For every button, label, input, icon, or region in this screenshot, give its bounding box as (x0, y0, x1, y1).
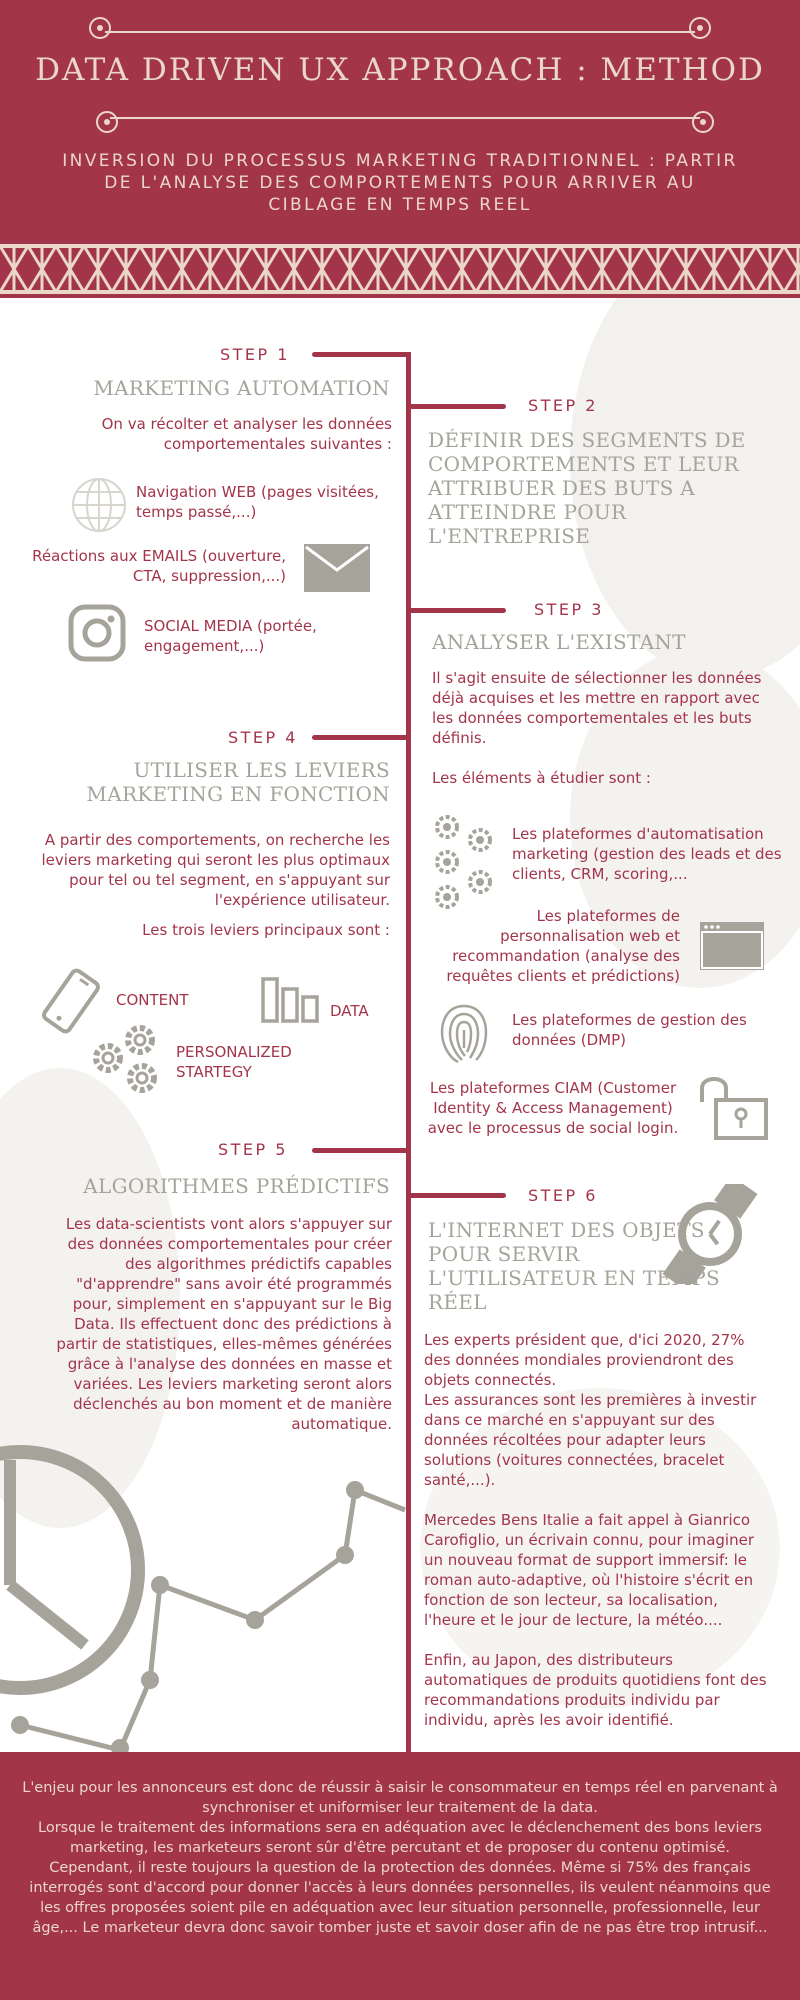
step-1-item-email: Réactions aux EMAILS (ouverture, CTA, suppression,...) (32, 547, 286, 585)
step-6-p2: Les assurances sont les premières à investir dans ce marché en s'appuyant sur des données récoltées pour adapter leurs solutions (voitures connectées, bracelet santé,...). (424, 1391, 757, 1489)
step-3-item-automation: Les plateformes d'automatisation marketing (gestion des leads et des clients, CRM, scoring,... (512, 825, 782, 883)
step-4-intro: A partir des comportements, on recherche les leviers marketing qui seront les plus optimaux pour tel ou tel segment, en s'appuyant sur l'expérience utilisateur. (41, 831, 390, 909)
step-2-title: DÉFINIR DES SEGMENTS DE COMPORTEMENTS ET LEUR ATTRIBUER DES BUTS A ATTEINDRE POUR L'ENTREPRISE (428, 428, 746, 548)
footer-p2: Lorsque le traitement des informations sera en adéquation avec le déclenchement des bons leviers marketing, les marketeurs seront sûr d'être percutant et de proposer du contenu optimisé. (38, 1820, 762, 1856)
branch-step-6 (406, 1193, 506, 1198)
page-subtitle: INVERSION DU PROCESSUS MARKETING TRADITIONNEL : PARTIR DE L'ANALYSE DES COMPORTEMENTS POUR ARRIVER AU CIBLAGE EN TEMPS REEL (62, 151, 738, 215)
step-6-p4: Enfin, au Japon, des distributeurs automatiques de produits quotidiens font des recommandations produits individu par individu, après les avoir identifié. (424, 1651, 767, 1729)
step-1-intro: On va récolter et analyser les données comportementales suivantes : (101, 415, 392, 453)
step-5-title: ALGORITHMES PRÉDICTIFS (83, 1174, 390, 1198)
branch-step-5 (312, 1148, 411, 1153)
step-2-label: STEP 2 (528, 396, 598, 415)
bar-chart-icon (260, 976, 320, 1024)
fingerprint-icon (438, 1000, 490, 1064)
gears-icon (432, 812, 496, 912)
header-banner (0, 0, 800, 240)
lever-personalized: PERSONALIZED STARTEGY (176, 1043, 292, 1081)
step-5-body: Les data-scientists vont alors s'appuyer sur des données comportementales pour créer des algorithmes prédictifs capables "d'apprendre" sans avoir été programmés pour, simplement en s'appuyant sur le Big Data. Ils effectuent donc des prédictions à partir de statistiques, elles-mêmes générées grâce à l'analyse des données en masse et variées. Les leviers marketing seront alors déclenchés au bon moment et de manière automatique. (56, 1215, 392, 1433)
ornament-bottom-icon (90, 106, 720, 136)
clock-network-decoration (0, 1420, 410, 1752)
padlock-icon (694, 1070, 768, 1140)
step-4-list-intro: Les trois leviers principaux sont : (142, 921, 390, 939)
lever-content: CONTENT (116, 991, 189, 1009)
step-6-title: L'INTERNET DES OBJETS POUR SERVIR L'UTILISATEUR EN TEMPS RÉEL (428, 1218, 720, 1314)
browser-window-icon (700, 922, 764, 970)
step-4-label: STEP 4 (228, 728, 298, 747)
step-1-item-social: SOCIAL MEDIA (portée, engagement,...) (144, 617, 317, 655)
step-6-p3: Mercedes Bens Italie a fait appel à Gianrico Carofiglio, un écrivain connu, pour imaginer un nouveau format de support immersif: le roman auto-adaptive, où l'histoire s'écrit en fonction de son lecteur, sa localisation, l'heure et le jour de lecture, la météo.... (424, 1511, 754, 1629)
step-6-p1: Les experts président que, d'ici 2020, 27% des données mondiales proviendront des objets connectés. (424, 1331, 745, 1389)
step-1-label: STEP 1 (220, 345, 290, 364)
step-3-title: ANALYSER L'EXISTANT (432, 630, 686, 654)
step-3-label: STEP 3 (534, 600, 604, 619)
branch-step-2 (406, 404, 506, 409)
lever-data: DATA (330, 1002, 369, 1020)
step-3-item-dmp: Les plateformes de gestion des données (DMP) (512, 1011, 747, 1049)
step-3-item-ciam: Les plateformes CIAM (Customer Identity & Access Management) avec le processus de social login. (427, 1079, 679, 1137)
page-title: DATA DRIVEN UX APPROACH : METHOD (35, 52, 765, 88)
timeline-line (406, 352, 411, 1752)
footer-p1: L'enjeu pour les annonceurs est donc de réussir à saisir le consommateur en temps réel en parvenant à synchroniser et uniformiser leur traitement de la data. (22, 1780, 778, 1816)
step-6-label: STEP 6 (528, 1186, 598, 1205)
envelope-icon (304, 544, 370, 592)
globe-icon (70, 476, 128, 534)
step-1-title: MARKETING AUTOMATION (93, 376, 390, 400)
step-3-intro: Il s'agit ensuite de sélectionner les données déjà acquises et les mettre en rapport avec les données comportementales et les buts définis. (432, 669, 762, 747)
footer-p3: Cependant, il reste toujours la question de la protection des données. Même si 75% des français interrogés sont d'accord pour donner l'accès à leurs données personnelles, ils veulent néanmoins que les offres proposées soient pile en adéquation avec leur situation personnelle, professionnelle, leur âge,... Le marketeur devra donc savoir tomber juste et savoir doser afin de ne pas être trop intrusif... (29, 1860, 771, 1936)
instagram-icon (68, 604, 126, 662)
gears-cluster-icon (90, 1022, 164, 1098)
footer-text (22, 1778, 778, 1938)
step-4-title: UTILISER LES LEVIERS MARKETING EN FONCTION (86, 758, 390, 806)
lattice-border (0, 240, 800, 298)
step-3-item-personalization: Les plateformes de personnalisation web et recommandation (analyse des requêtes clients et prédictions) (446, 907, 680, 985)
branch-step-4 (312, 735, 411, 740)
branch-step-1 (312, 352, 411, 357)
step-1-item-web: Navigation WEB (pages visitées, temps passé,...) (136, 483, 379, 521)
branch-step-3 (406, 608, 506, 613)
step-5-label: STEP 5 (218, 1140, 288, 1159)
ornament-top-icon (85, 14, 715, 44)
step-3-list-intro: Les éléments à étudier sont : (432, 769, 651, 787)
